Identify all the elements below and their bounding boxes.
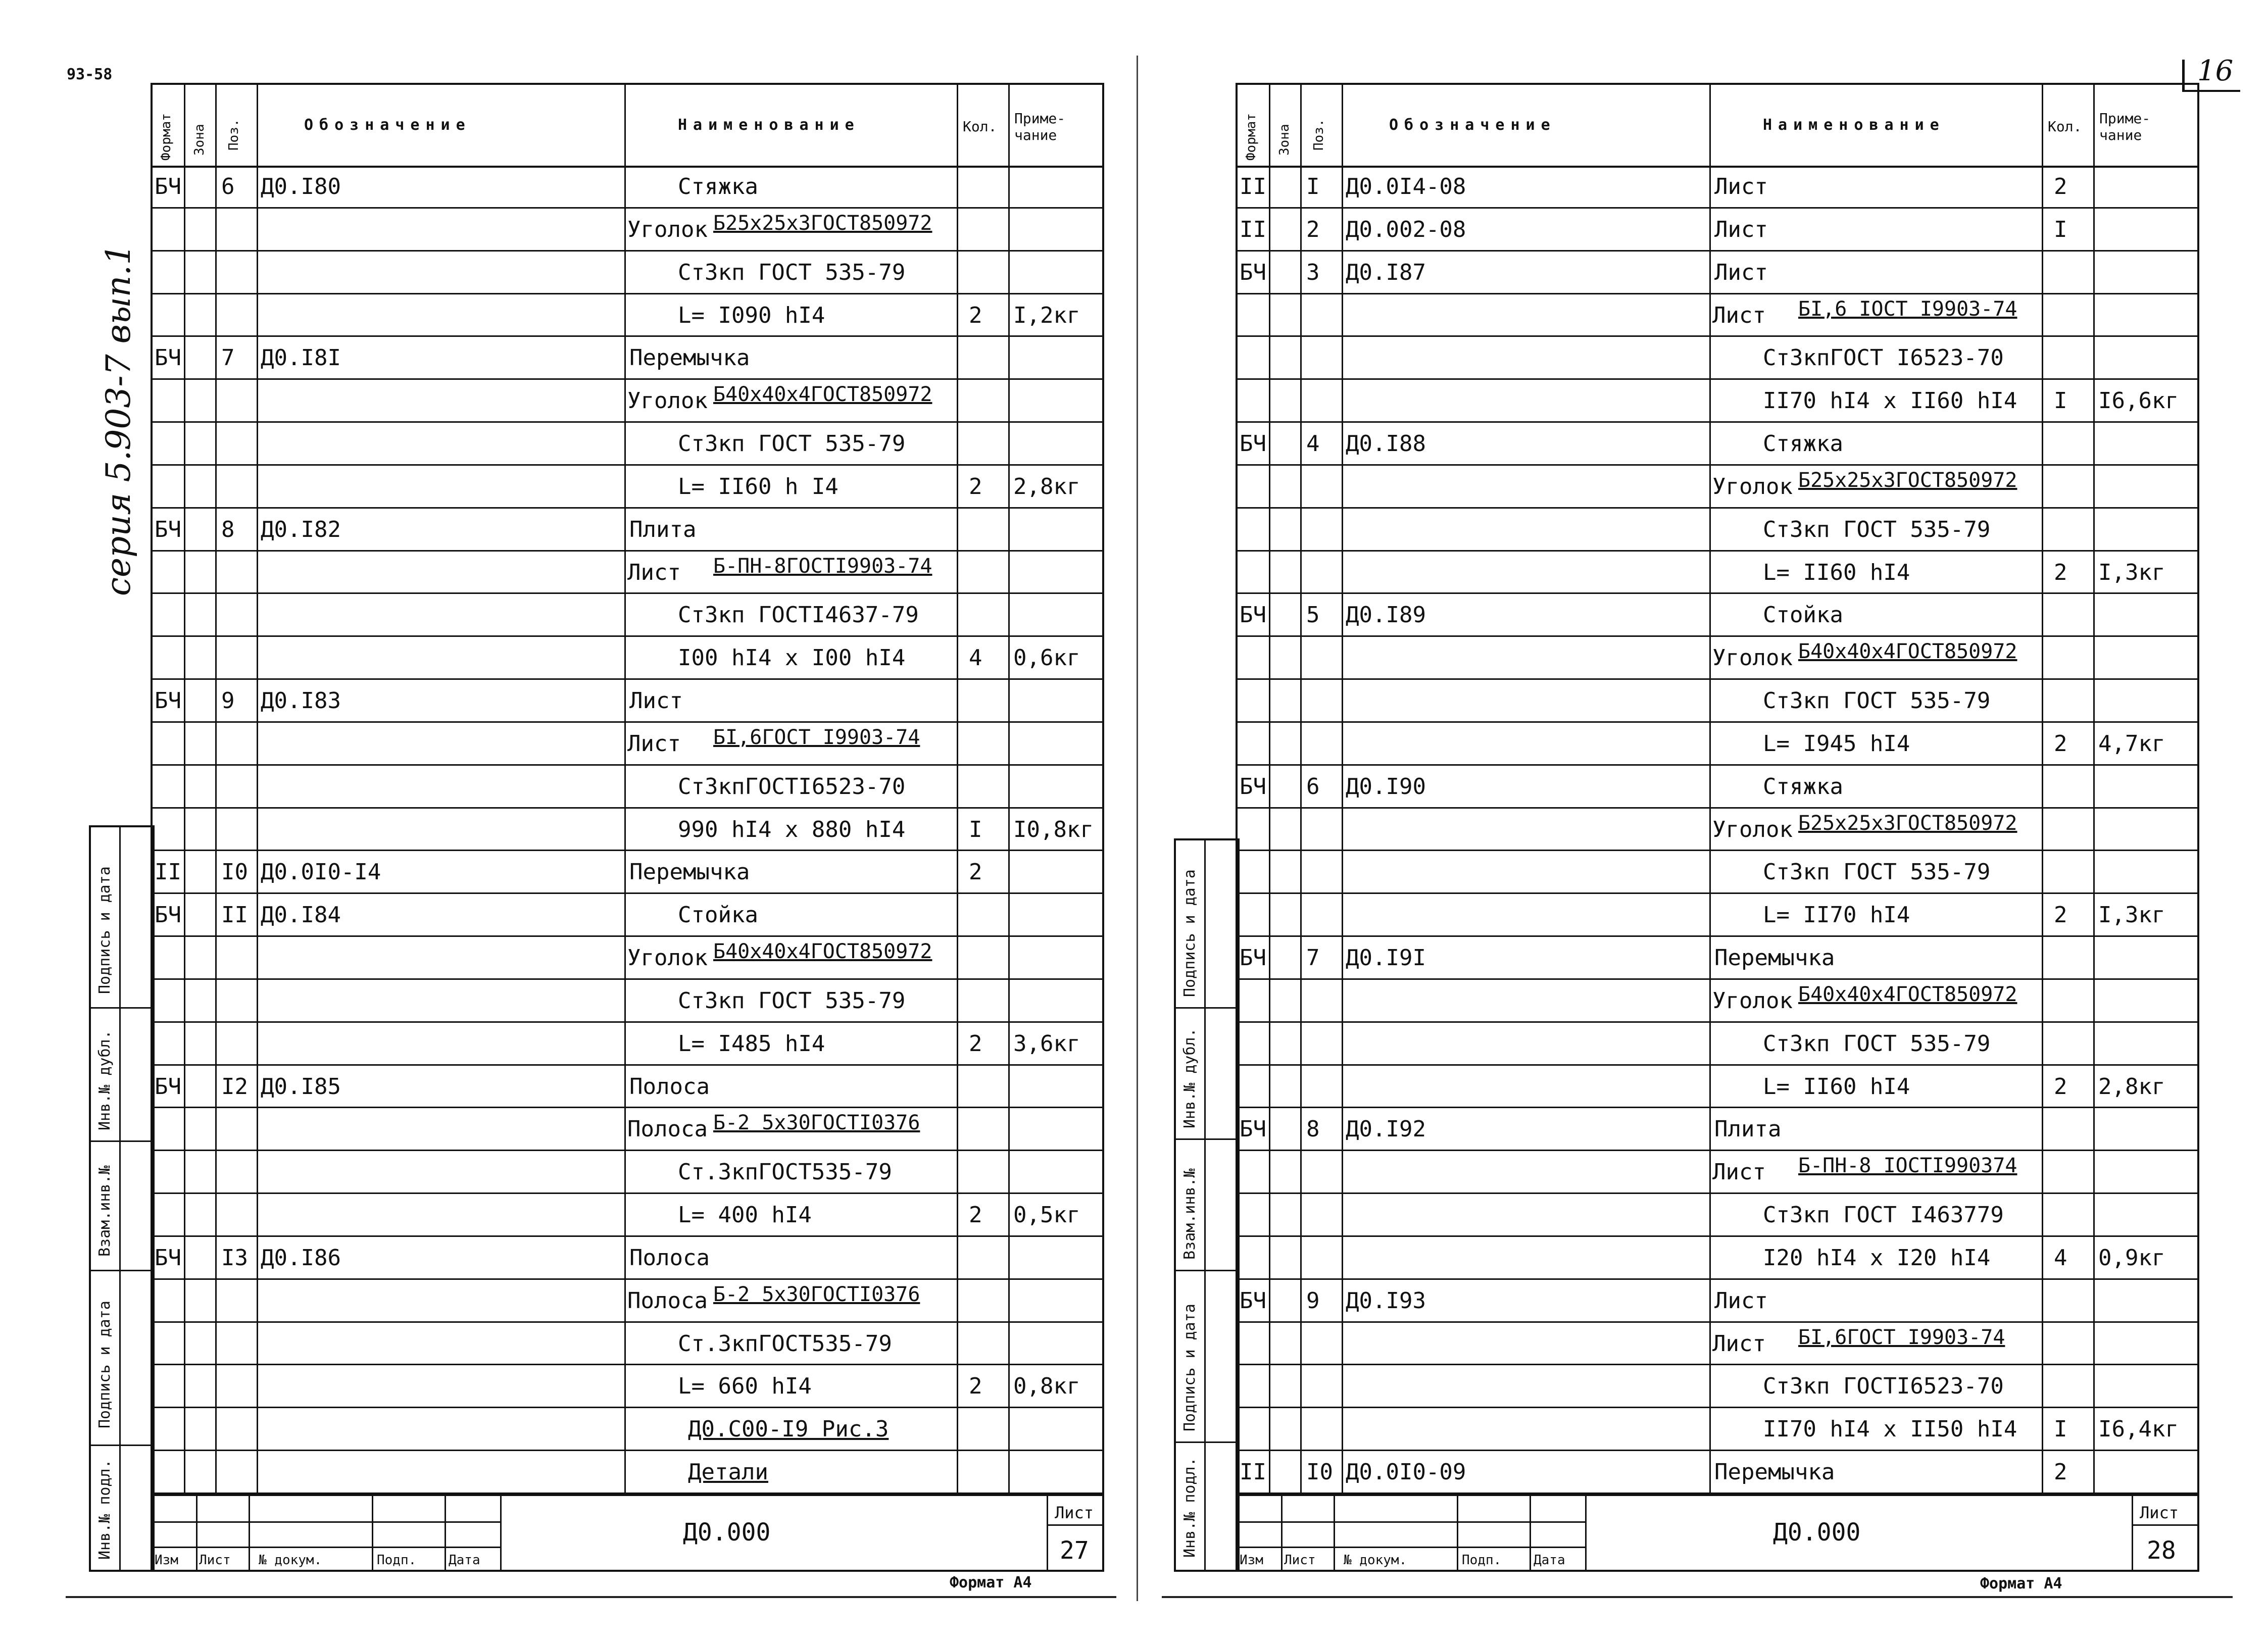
cell-name: Ст3кп ГОСТ 535-79 [678, 987, 906, 1014]
cell-name: Ст3кпГОСТI6523-70 [678, 773, 906, 800]
cell-position: 6 [221, 174, 235, 200]
side-stamp-left [89, 825, 155, 1572]
table-row [1238, 166, 2197, 209]
cell-name-spec: Б25х25х3ГОСТ850972 [713, 211, 932, 235]
cell-name: Уголок [1712, 473, 1793, 500]
table-row [153, 1023, 1102, 1066]
side-label-5: Инв.№ подл. [1181, 1457, 1199, 1558]
cell-name: Стяжка [678, 174, 758, 200]
table-row [1238, 209, 2197, 252]
table-row [153, 980, 1102, 1023]
cell-designation: Д0.0I0-I4 [261, 859, 381, 885]
table-row [153, 937, 1102, 980]
table-row [153, 680, 1102, 723]
cell-name: L= 400 hI4 [678, 1202, 812, 1228]
table-row [1238, 337, 2197, 380]
cell-format: II [155, 859, 181, 885]
cell-name: Полоса [629, 1073, 710, 1100]
tb-label-date: Дата [1534, 1553, 1565, 1568]
header-pos: Поз. [1311, 119, 1326, 151]
table-row [1238, 723, 2197, 766]
cell-qty: I [969, 816, 982, 842]
header-zone: Зона [1277, 124, 1292, 156]
cell-name: Полоса [629, 1245, 710, 1271]
cell-name-spec: Б-ПН-8ГОСТI9903-74 [713, 554, 932, 578]
cell-qty: 2 [969, 473, 982, 500]
table-row [153, 294, 1102, 337]
header-format: Формат [159, 113, 174, 161]
table-row [153, 1451, 1102, 1494]
cell-name: Плита [1714, 1116, 1782, 1142]
cell-qty: 2 [969, 1030, 982, 1057]
cell-position: II [221, 902, 248, 928]
cell-qty: I [2054, 388, 2067, 414]
table-row [1238, 766, 2197, 809]
tb-label-izm: Изм [1240, 1553, 1263, 1568]
cell-designation: Д0.I8I [261, 345, 341, 371]
cell-name: II70 hI4 x II60 hI4 [1763, 388, 2017, 414]
cell-qty: I [2054, 216, 2067, 242]
doc-code: Д0.000 [1773, 1518, 1861, 1547]
cell-designation: Д0.I88 [1346, 431, 1426, 457]
cell-name: 990 hI4 x 880 hI4 [678, 816, 906, 842]
table-row [1238, 851, 2197, 894]
table-row [153, 1108, 1102, 1151]
cell-name-spec: Б-2 5х30ГОСТI0376 [713, 1111, 920, 1135]
cell-note: 2,8кг [1013, 473, 1080, 500]
table-row [153, 1237, 1102, 1280]
spec-sheet-right [1236, 83, 2199, 1572]
cell-note: 2,8кг [2098, 1073, 2165, 1100]
table-row [1238, 1323, 2197, 1366]
header-row [153, 85, 1102, 168]
format-label-left: Формат А4 [950, 1574, 1032, 1591]
cell-note: I,3кг [2098, 902, 2165, 928]
table-row [1238, 680, 2197, 723]
header-zone: Зона [192, 124, 207, 156]
cell-qty: 2 [969, 302, 982, 328]
cell-name: Лист [627, 730, 681, 757]
table-row [153, 552, 1102, 594]
cell-name: Ст3кп ГОСТ 535-79 [1763, 1030, 1991, 1057]
tb-label-sign: Подп. [377, 1553, 417, 1568]
side-label-5: Инв.№ подл. [96, 1459, 114, 1560]
cell-name-spec: Б-2 5х30ГОСТI0376 [713, 1282, 920, 1306]
table-row [153, 380, 1102, 423]
cell-format: II [1240, 216, 1266, 242]
series-note: серия 5.903-7 вып.1 [99, 243, 138, 596]
sheet-number: 28 [2147, 1536, 2176, 1565]
table-row [1238, 894, 2197, 937]
header-qty: Кол. [963, 118, 997, 135]
cell-qty: 4 [969, 645, 982, 671]
table-row [153, 1151, 1102, 1194]
cell-position: I3 [221, 1245, 248, 1271]
cell-position: 8 [1306, 1116, 1320, 1142]
cell-qty: 2 [2054, 1073, 2067, 1100]
table-row [153, 209, 1102, 252]
table-row [1238, 1237, 2197, 1280]
corner-code: 93-58 [67, 66, 113, 83]
cell-position: 3 [1306, 259, 1320, 285]
cell-name: I20 hI4 x I20 hI4 [1763, 1245, 1991, 1271]
table-row [153, 1365, 1102, 1408]
cell-name: Стойка [678, 902, 758, 928]
cell-name-spec: БI,6 IОСТ I9903-74 [1798, 297, 2017, 321]
table-row [1238, 1365, 2197, 1408]
side-stamp-right [1174, 838, 1240, 1572]
cell-name-spec: БI,6ГОСТ I9903-74 [1798, 1325, 2005, 1349]
cell-designation: Д0.I84 [261, 902, 341, 928]
cell-name: Перемычка [1714, 945, 1835, 971]
tb-label-doc: № докум. [1344, 1553, 1407, 1568]
cell-name: Уголок [627, 945, 708, 971]
cell-name: Уголок [1712, 816, 1793, 842]
tb-label-izm: Изм [155, 1553, 178, 1568]
cell-format: II [1240, 174, 1266, 200]
cell-name-spec: Б40х40х4ГОСТ850972 [713, 940, 932, 964]
cell-designation: Д0.I87 [1346, 259, 1426, 285]
cell-format: БЧ [1240, 1116, 1266, 1142]
doc-code: Д0.000 [683, 1518, 771, 1547]
cell-note: I,2кг [1013, 302, 1080, 328]
format-label-right: Формат А4 [1980, 1575, 2062, 1593]
cell-designation: Д0.I90 [1346, 773, 1426, 800]
cell-note: 0,9кг [2098, 1245, 2165, 1271]
cell-name: Полоса [627, 1116, 708, 1142]
cell-name: Лист [1712, 302, 1766, 328]
cell-note: 3,6кг [1013, 1030, 1080, 1057]
cell-name-spec: Б40х40х4ГОСТ850972 [1798, 640, 2017, 664]
cell-format: БЧ [155, 1245, 181, 1271]
header-designation: Обозначение [1389, 116, 1556, 134]
cell-name: Полоса [627, 1287, 708, 1314]
page-bottom-rule-right [1162, 1596, 2233, 1598]
page-gutter [1137, 56, 1138, 1601]
cell-position: 6 [1306, 773, 1320, 800]
cell-qty: 2 [969, 1202, 982, 1228]
cell-name: Лист [1714, 259, 1768, 285]
table-row [1238, 423, 2197, 466]
table-row [153, 337, 1102, 380]
cell-name-spec: Б40х40х4ГОСТ850972 [713, 383, 932, 407]
cell-note: I6,6кг [2098, 388, 2179, 414]
cell-name: Плита [629, 516, 697, 542]
cell-qty: 2 [969, 859, 982, 885]
cell-name: Лист [1714, 174, 1768, 200]
cell-name: L= 660 hI4 [678, 1373, 812, 1400]
table-row [1238, 552, 2197, 594]
cell-name: L= II70 hI4 [1763, 902, 1910, 928]
cell-position: 8 [221, 516, 235, 542]
cell-name: L= I485 hI4 [678, 1030, 825, 1057]
cell-position: I [1306, 174, 1320, 200]
table-row [1238, 1408, 2197, 1451]
sheet-number-top: 16 [2197, 55, 2234, 87]
page-bottom-rule-left [66, 1596, 1116, 1598]
spec-sheet-left [151, 83, 1104, 1572]
cell-name: Перемычка [629, 345, 750, 371]
cell-name: Лист [1712, 1330, 1766, 1357]
cell-name: Уголок [1712, 987, 1793, 1014]
cell-name: Ст3кп ГОСТ 535-79 [678, 431, 906, 457]
cell-format: БЧ [155, 174, 181, 200]
table-row [153, 809, 1102, 852]
table-row [153, 423, 1102, 466]
cell-name: Стяжка [1763, 431, 1843, 457]
cell-qty: 2 [2054, 1459, 2067, 1485]
cell-qty: 2 [2054, 559, 2067, 585]
cell-position: I0 [221, 859, 248, 885]
cell-qty: I [2054, 1416, 2067, 1442]
cell-position: 9 [1306, 1287, 1320, 1314]
cell-designation: Д0.I80 [261, 174, 341, 200]
cell-name: Лист [1714, 216, 1768, 242]
table-row [1238, 1151, 2197, 1194]
table-row [1238, 294, 2197, 337]
cell-position: 7 [221, 345, 235, 371]
side-label-3: Взам.инв.№ [96, 1165, 114, 1257]
cell-name: I00 hI4 x I00 hI4 [678, 645, 906, 671]
cell-position: 4 [1306, 431, 1320, 457]
header-pos: Поз. [226, 119, 241, 151]
cell-name-spec: Б40х40х4ГОСТ850972 [1798, 982, 2017, 1006]
header-note: Приме-чание [2099, 110, 2151, 143]
cell-name: Ст.3кпГОСТ535-79 [678, 1159, 892, 1185]
cell-note: 4,7кг [2098, 730, 2165, 757]
cell-format: БЧ [1240, 602, 1266, 628]
cell-format: БЧ [155, 1073, 181, 1100]
cell-name: Ст3кп ГОСТ 535-79 [678, 259, 906, 285]
side-label-4: Подпись и дата [96, 1301, 114, 1428]
title-block-left [153, 1494, 1102, 1572]
cell-format: БЧ [1240, 431, 1266, 457]
cell-name: Лист [629, 688, 683, 714]
table-row [153, 1280, 1102, 1323]
table-row [1238, 509, 2197, 552]
cell-name: Стяжка [1763, 773, 1843, 800]
cell-name: Уголок [1712, 645, 1793, 671]
cell-name: Ст3кп ГОСТ I463779 [1763, 1202, 2004, 1228]
cell-note: I0,8кг [1013, 816, 1094, 842]
cell-designation: Д0.0I0-09 [1346, 1459, 1466, 1485]
cell-designation: Д0.I93 [1346, 1287, 1426, 1314]
table-row [153, 1066, 1102, 1109]
cell-name: Ст3кп ГОСТI6523-70 [1763, 1373, 2004, 1400]
cell-name: Ст3кп ГОСТ 535-79 [1763, 859, 1991, 885]
cell-designation: Д0.I83 [261, 688, 341, 714]
table-row [1238, 937, 2197, 980]
cell-name: Ст.3кпГОСТ535-79 [678, 1330, 892, 1357]
cell-name: Лист [1712, 1159, 1766, 1185]
table-row [153, 637, 1102, 680]
cell-name: Уголок [627, 216, 708, 242]
cell-designation: Д0.I82 [261, 516, 341, 542]
tb-label-list: Лист [1284, 1553, 1316, 1568]
sheet-label: Лист [1055, 1503, 1094, 1522]
table-row [1238, 980, 2197, 1023]
table-row [153, 851, 1102, 894]
table-row [153, 1408, 1102, 1451]
cell-note: I6,4кг [2098, 1416, 2179, 1442]
cell-name: II70 hI4 x II50 hI4 [1763, 1416, 2017, 1442]
table-row [153, 594, 1102, 637]
table-row [153, 509, 1102, 552]
cell-name-spec: Б25х25х3ГОСТ850972 [1798, 811, 2017, 835]
header-format: Формат [1244, 113, 1259, 161]
cell-qty: 4 [2054, 1245, 2067, 1271]
cell-format: БЧ [1240, 1287, 1266, 1314]
cell-format: БЧ [1240, 259, 1266, 285]
table-row [1238, 380, 2197, 423]
cell-name-spec: Б-ПН-8 IОСТI990374 [1798, 1154, 2017, 1178]
cell-format: БЧ [1240, 945, 1266, 971]
cell-qty: 2 [2054, 174, 2067, 200]
table-row [1238, 637, 2197, 680]
cell-name: Ст3кп ГОСТ 535-79 [1763, 688, 1991, 714]
cell-name: L= II60 h I4 [678, 473, 839, 500]
table-row [1238, 252, 2197, 294]
cell-format: БЧ [155, 345, 181, 371]
side-label-3: Взам.инв.№ [1181, 1168, 1199, 1260]
side-label-2: Инв.№ дубл. [1181, 1028, 1199, 1128]
tb-label-sign: Подп. [1462, 1553, 1502, 1568]
table-row [1238, 466, 2197, 509]
table-row [1238, 1280, 2197, 1323]
sheet-label: Лист [2140, 1503, 2179, 1522]
table-row [1238, 594, 2197, 637]
header-qty: Кол. [2048, 118, 2082, 135]
cell-name-spec: Б25х25х3ГОСТ850972 [1798, 468, 2017, 492]
cell-name: Детали [688, 1459, 768, 1485]
cell-position: 9 [221, 688, 235, 714]
table-row [153, 1323, 1102, 1366]
cell-format: II [1240, 1459, 1266, 1485]
table-row [1238, 1066, 2197, 1109]
cell-name: Уголок [627, 388, 708, 414]
header-name: Наименование [1763, 116, 1945, 134]
cell-designation: Д0.I89 [1346, 602, 1426, 628]
cell-note: 0,8кг [1013, 1373, 1080, 1400]
side-label-4: Подпись и дата [1181, 1304, 1199, 1431]
cell-name: Перемычка [1714, 1459, 1835, 1485]
cell-designation: Д0.002-08 [1346, 216, 1466, 242]
cell-position: I2 [221, 1073, 248, 1100]
tb-label-date: Дата [449, 1553, 480, 1568]
table-row [1238, 1194, 2197, 1237]
cell-format: БЧ [155, 902, 181, 928]
table-row [1238, 1451, 2197, 1494]
tb-label-list: Лист [199, 1553, 231, 1568]
cell-position: 5 [1306, 602, 1320, 628]
cell-name: Лист [1714, 1287, 1768, 1314]
cell-name: Стойка [1763, 602, 1843, 628]
header-name: Наименование [678, 116, 860, 134]
cell-name: Ст3кп ГОСТ 535-79 [1763, 516, 1991, 542]
table-row [153, 252, 1102, 294]
cell-name: Перемычка [629, 859, 750, 885]
cell-note: 0,5кг [1013, 1202, 1080, 1228]
header-designation: Обозначение [304, 116, 471, 134]
cell-designation: Д0.0I4-08 [1346, 174, 1466, 200]
cell-name-spec: БI,6ГОСТ I9903-74 [713, 725, 920, 749]
cell-name: Лист [627, 559, 681, 585]
table-row [1238, 1108, 2197, 1151]
cell-position: I0 [1306, 1459, 1333, 1485]
cell-name: L= I090 hI4 [678, 302, 825, 328]
cell-designation: Д0.I86 [261, 1245, 341, 1271]
cell-position: 2 [1306, 216, 1320, 242]
cell-name: Д0.С00-I9 Рис.3 [688, 1416, 889, 1442]
table-row [153, 1194, 1102, 1237]
cell-designation: Д0.I85 [261, 1073, 341, 1100]
header-note: Приме-чание [1014, 110, 1066, 143]
table-row [1238, 809, 2197, 852]
table-row [153, 166, 1102, 209]
cell-qty: 2 [2054, 730, 2067, 757]
side-label-1: Подпись и дата [1181, 869, 1199, 997]
cell-qty: 2 [969, 1373, 982, 1400]
cell-designation: Д0.I9I [1346, 945, 1426, 971]
cell-name: L= II60 hI4 [1763, 559, 1910, 585]
cell-format: БЧ [155, 688, 181, 714]
sheet-number: 27 [1060, 1536, 1089, 1565]
table-row [153, 894, 1102, 937]
side-label-2: Инв.№ дубл. [96, 1030, 114, 1130]
cell-name: Ст3кп ГОСТI4637-79 [678, 602, 919, 628]
table-row [1238, 1023, 2197, 1066]
cell-name: L= II60 hI4 [1763, 1073, 1910, 1100]
table-row [153, 466, 1102, 509]
side-label-1: Подпись и дата [96, 866, 114, 994]
cell-name: Ст3кпГОСТ I6523-70 [1763, 345, 2004, 371]
table-row [153, 723, 1102, 766]
cell-name: L= I945 hI4 [1763, 730, 1910, 757]
cell-qty: 2 [2054, 902, 2067, 928]
cell-note: 0,6кг [1013, 645, 1080, 671]
cell-designation: Д0.I92 [1346, 1116, 1426, 1142]
cell-format: БЧ [1240, 773, 1266, 800]
title-block-right [1238, 1494, 2197, 1572]
tb-label-doc: № докум. [259, 1553, 322, 1568]
table-row [153, 766, 1102, 809]
cell-position: 7 [1306, 945, 1320, 971]
cell-format: БЧ [155, 516, 181, 542]
cell-note: I,3кг [2098, 559, 2165, 585]
